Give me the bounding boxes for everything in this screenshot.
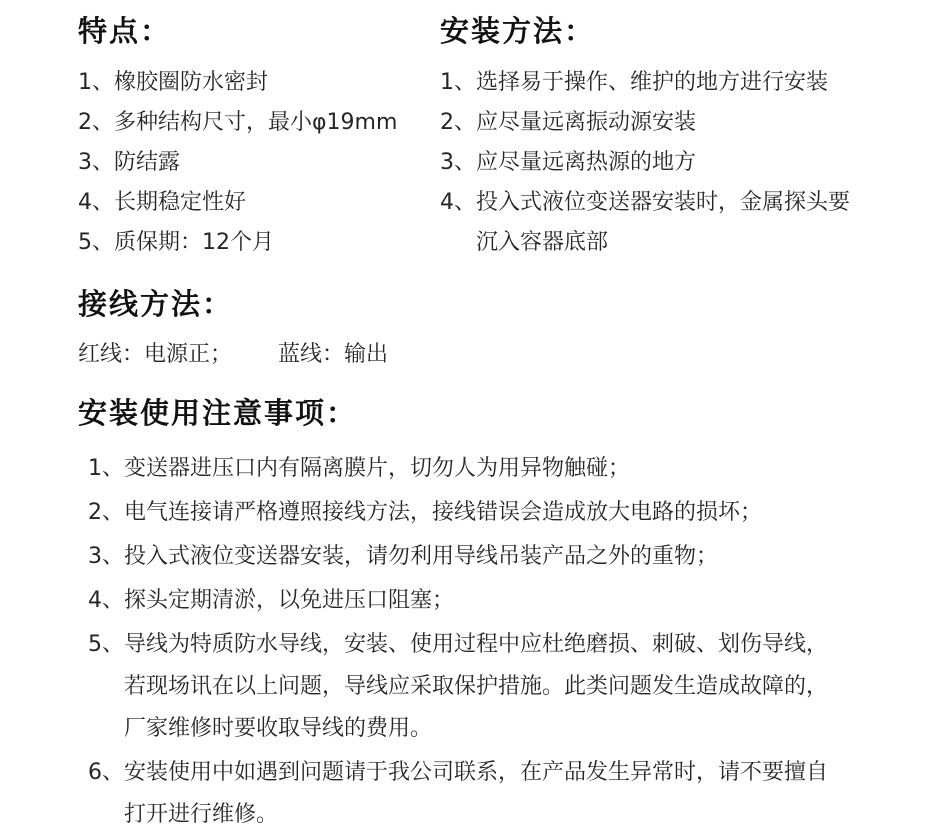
features-list	[78, 63, 440, 263]
wiring-red-label: 红线：电源正；	[78, 341, 233, 367]
installation-item	[440, 103, 900, 143]
note-item	[88, 580, 900, 622]
notes-heading: 安装使用注意事项：	[78, 395, 358, 430]
item-text: 质保期：12个月	[114, 229, 274, 255]
item-number: 1、	[88, 456, 124, 482]
wiring-blue-label: 蓝线：输出	[278, 341, 389, 367]
feature-item	[78, 183, 440, 223]
feature-item	[78, 223, 440, 263]
item-number: 2、	[78, 109, 114, 135]
note-item	[88, 536, 900, 578]
installation-heading: 安装方法：	[440, 14, 596, 48]
item-text: 变送器进压口内有隔离膜片，切勿人为用异物触碰；	[124, 456, 631, 482]
wiring-line	[78, 340, 900, 370]
item-number: 2、	[440, 109, 476, 135]
features-section	[78, 14, 440, 263]
item-number: 1、	[440, 69, 476, 95]
item-number: 5、	[78, 229, 114, 255]
item-number: 2、	[88, 500, 124, 526]
item-number: 3、	[440, 149, 476, 175]
item-number: 3、	[88, 544, 124, 570]
installation-item	[440, 183, 900, 263]
item-text: 应尽量远离振动源安装	[476, 109, 697, 135]
item-text: 防结露	[114, 149, 181, 175]
wiring-heading: 接线方法：	[78, 286, 234, 321]
note-item	[88, 448, 900, 490]
note-item	[88, 752, 900, 836]
installation-item	[440, 143, 900, 183]
item-number: 4、	[78, 189, 114, 215]
item-text: 多种结构尺寸，最小φ19mm	[114, 109, 398, 135]
feature-item	[78, 103, 440, 143]
notes-list	[78, 448, 900, 836]
top-columns	[78, 14, 900, 263]
item-text: 安装使用中如遇到问题请于我公司联系，在产品发生异常时，请不要擅自打开进行维修。	[124, 760, 829, 828]
item-number: 6、	[88, 760, 124, 786]
item-text: 橡胶圈防水密封	[114, 69, 269, 95]
installation-item	[440, 63, 900, 103]
item-text: 导线为特质防水导线，安装、使用过程中应杜绝磨损、刺破、划伤导线，若现场讯在以上问题，导线应采取保护措施。此类问题发生造成故障的，厂家维修时要收取导线的费用。	[124, 632, 829, 742]
note-item	[88, 492, 900, 534]
item-text: 投入式液位变送器安装，请勿利用导线吊装产品之外的重物；	[124, 544, 719, 570]
feature-item	[78, 63, 440, 103]
item-text: 应尽量远离热源的地方	[476, 149, 697, 175]
item-number: 4、	[440, 189, 476, 215]
wiring-section	[78, 287, 900, 370]
note-item	[88, 624, 900, 750]
item-text: 探头定期清淤，以免进压口阻塞；	[124, 588, 455, 614]
item-number: 4、	[88, 588, 124, 614]
installation-list	[440, 63, 900, 263]
feature-item	[78, 143, 440, 183]
item-text: 投入式液位变送器安装时，金属探头要沉入容器底部	[476, 189, 851, 255]
item-text: 长期稳定性好	[114, 189, 247, 215]
installation-section	[440, 14, 900, 263]
item-number: 3、	[78, 149, 114, 175]
item-text: 选择易于操作、维护的地方进行安装	[476, 69, 829, 95]
notes-section	[78, 396, 900, 837]
item-text: 电气连接请严格遵照接线方法，接线错误会造成放大电路的损坏；	[124, 500, 763, 526]
item-number: 1、	[78, 69, 114, 95]
features-heading: 特点：	[78, 14, 172, 48]
item-number: 5、	[88, 632, 124, 658]
